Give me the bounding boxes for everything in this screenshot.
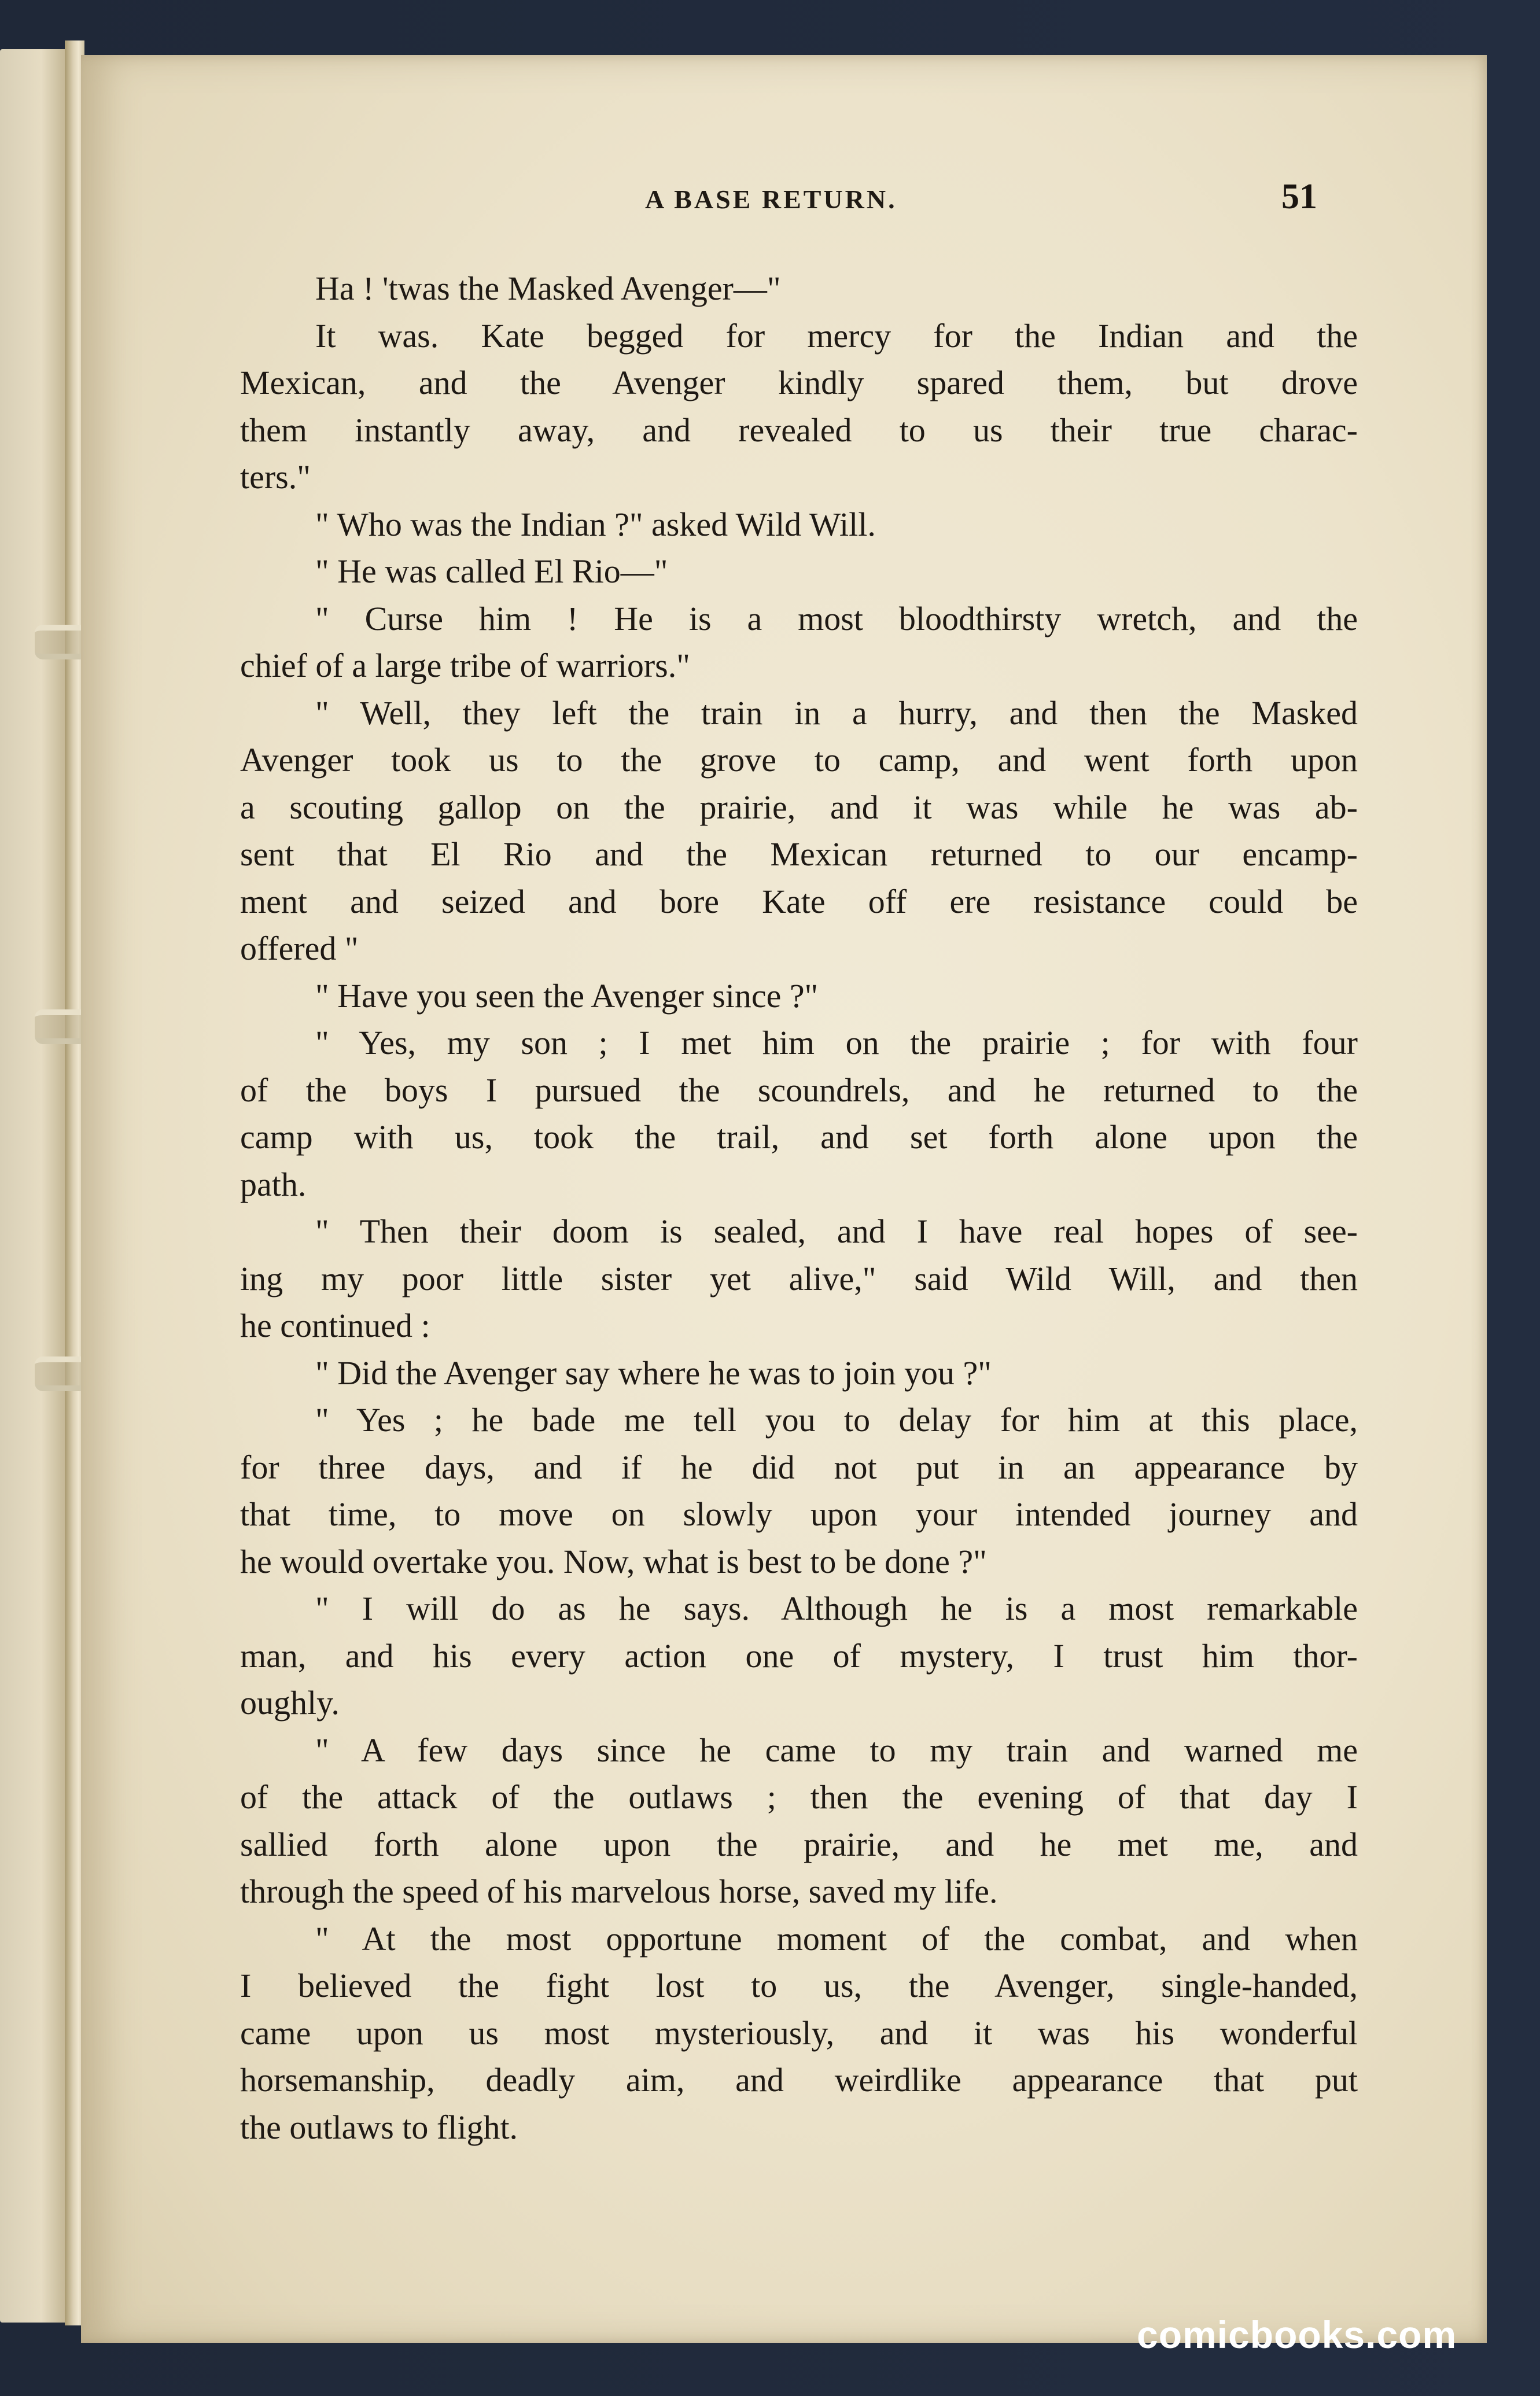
text-line: them instantly away, and revealed to us their true charac- (240, 411, 1358, 449)
text-line: " Who was the Indian ?" asked Wild Will. (315, 505, 876, 543)
text-line: sallied forth alone upon the prairie, and he met me, and (240, 1825, 1358, 1863)
text-line: Mexican, and the Avenger kindly spared them, but drove (240, 364, 1358, 401)
text-line: It was. Kate begged for mercy for the Indian and the (315, 316, 1358, 355)
text-line: " Then their doom is sealed, and I have real hopes of see- (315, 1212, 1358, 1250)
text-line: horsemanship, deadly aim, and weirdlike appearance that put (240, 2061, 1358, 2099)
text-line: " Have you seen the Avenger since ?" (315, 976, 819, 1015)
text-line: that time, to move on slowly upon your intended journey and (240, 1495, 1358, 1533)
text-line: ing my poor little sister yet alive," said Wild Will, and then (240, 1259, 1358, 1297)
text-line: offered " (240, 930, 359, 967)
previous-page-edge (0, 49, 75, 2323)
text-line: Avenger took us to the grove to camp, and went forth upon (240, 741, 1358, 779)
text-line: " Well, they left the train in a hurry, and then the Masked (315, 694, 1358, 732)
text-line: Ha ! 'twas the Masked Avenger—" (315, 270, 781, 307)
text-line: through the speed of his marvelous horse, saved my life. (240, 1872, 998, 1910)
text-line: camp with us, took the trail, and set forth alone upon the (240, 1118, 1358, 1156)
text-line: " Yes ; he bade me tell you to delay for him at this place, (315, 1401, 1358, 1439)
text-line: " Yes, my son ; I met him on the prairie ; for with four (315, 1024, 1358, 1061)
text-line: chief of a large tribe of warriors." (240, 647, 690, 684)
text-line: " He was called El Rio—" (315, 552, 668, 590)
text-line: ters." (240, 458, 311, 496)
text-line: he would overtake you. Now, what is best to be done ?" (240, 1542, 987, 1580)
text-line: " Did the Avenger say where he was to join you ?" (315, 1354, 992, 1392)
text-line: I believed the fight lost to us, the Avenger, single-handed, (240, 1967, 1358, 2004)
text-line: " Curse him ! He is a most bloodthirsty wretch, and the (315, 599, 1358, 637)
page-number: 51 (1281, 177, 1317, 216)
text-line: ment and seized and bore Kate off ere resistance could be (240, 882, 1358, 920)
text-line: sent that El Rio and the Mexican returned to our encamp- (240, 835, 1358, 873)
text-line: " At the most opportune moment of the combat, and when (315, 1919, 1358, 1958)
text-line: for three days, and if he did not put in an appearance by (240, 1448, 1358, 1486)
watermark: comicbooks.com (1137, 2313, 1457, 2356)
text-line: " A few days since he came to my train and warned me (315, 1731, 1358, 1769)
text-line: path. (240, 1165, 307, 1203)
text-line: he continued : (240, 1307, 430, 1344)
text-line: a scouting gallop on the prairie, and it was while he was ab- (240, 788, 1358, 826)
text-line: oughly. (240, 1684, 340, 1722)
text-line: came upon us most mysteriously, and it was his wonderful (240, 2014, 1358, 2052)
text-line: the outlaws to flight. (240, 2108, 518, 2146)
body-text (240, 265, 1358, 2151)
text-line: " I will do as he says. Although he is a most remarkable (315, 1590, 1358, 1627)
running-head: A BASE RETURN. (645, 185, 897, 214)
text-line: of the boys I pursued the scoundrels, and he returned to the (240, 1071, 1358, 1109)
text-line: of the attack of the outlaws ; then the evening of that day I (240, 1778, 1358, 1816)
text-line: man, and his every action one of mystery, I trust him thor- (240, 1636, 1358, 1675)
